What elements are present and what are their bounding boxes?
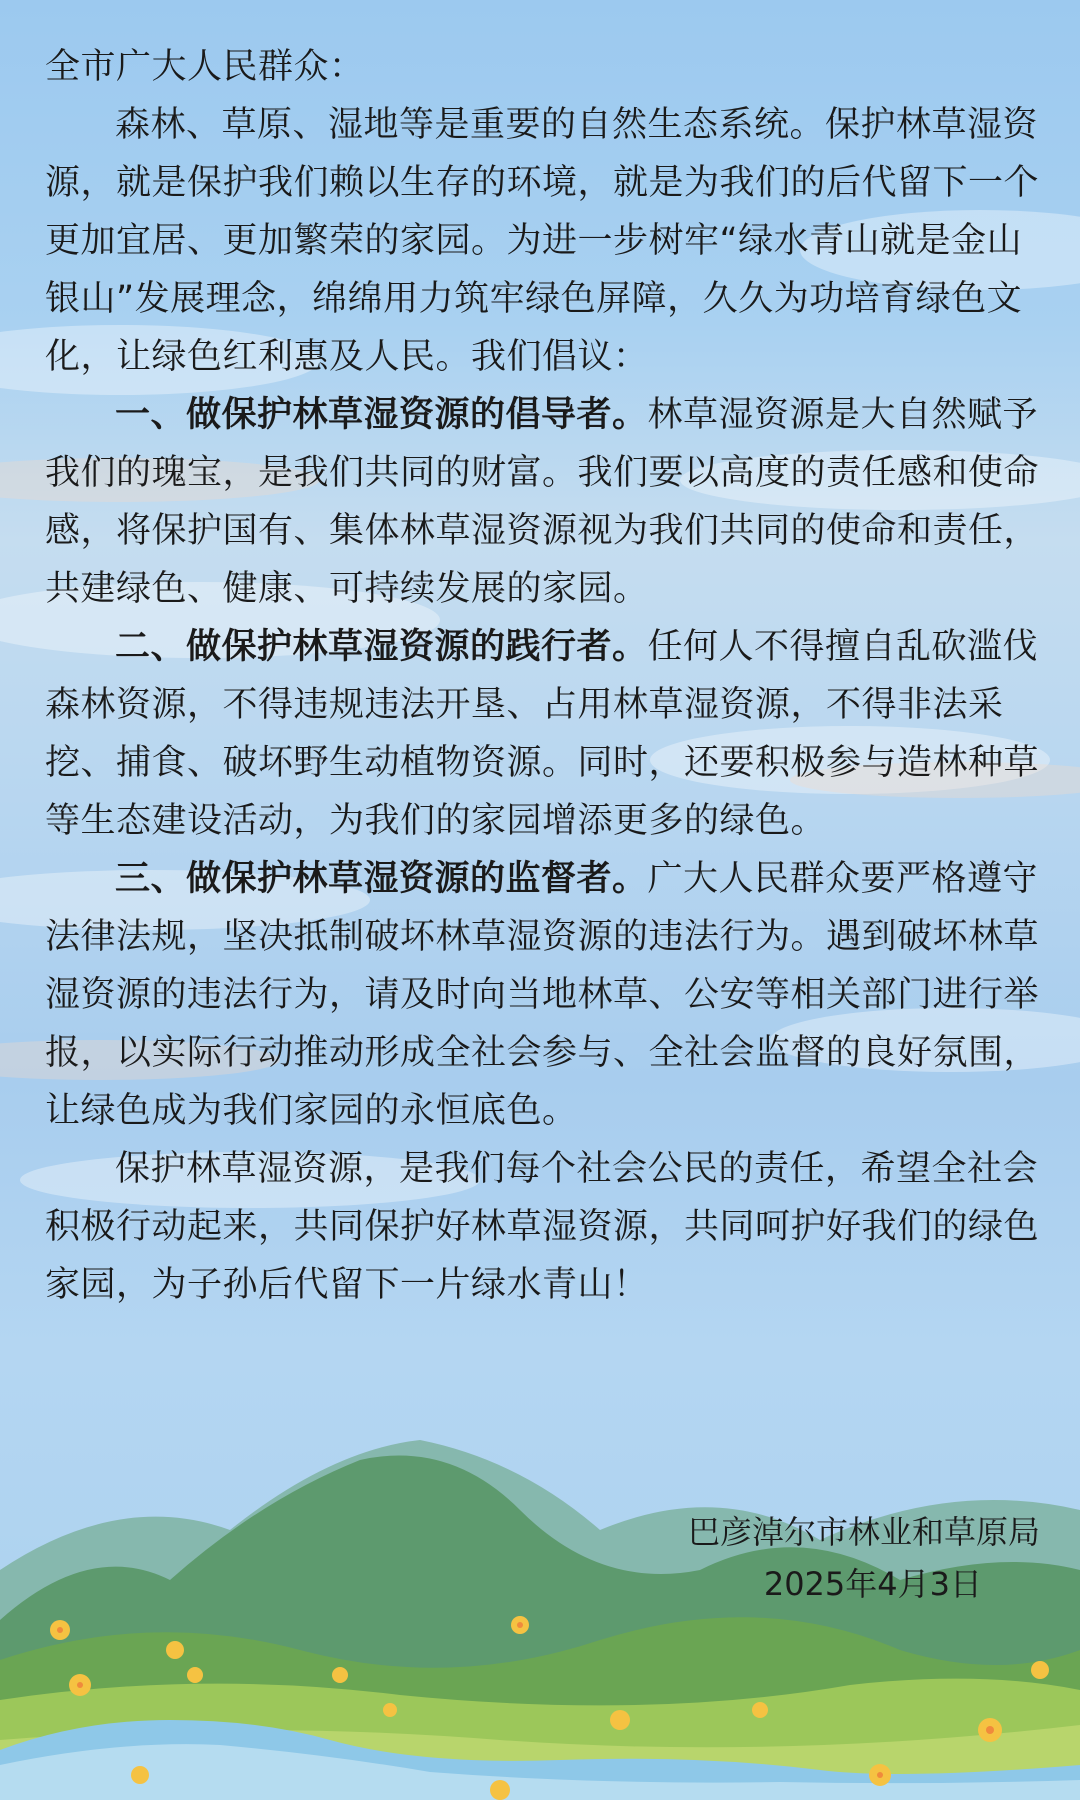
letter-intro: 森林、草原、湿地等是重要的自然生态系统。保护林草湿资源，就是保护我们赖以生存的环境，就是为我们的后代留下一个更加宜居、更加繁荣的家园。为进一步树牢“绿水青山就是金山银山”发展理念，绵绵用力筑牢绿色屏障，久久为功培育绿色文化，让绿色红利惠及人民。我们倡议： xyxy=(45,105,1040,377)
point-2-heading: 二、做保护林草湿资源的践行者。 xyxy=(115,627,648,667)
point-1 xyxy=(45,386,1040,618)
signature-organization: 巴彦淖尔市林业和草原局 xyxy=(687,1513,1040,1551)
point-1-heading: 一、做保护林草湿资源的倡导者。 xyxy=(115,395,648,435)
landscape-illustration xyxy=(0,1420,1080,1800)
point-2 xyxy=(45,618,1040,850)
letter-body xyxy=(45,38,1040,1314)
point-3 xyxy=(45,850,1040,1140)
signature-block xyxy=(688,1506,1040,1610)
point-3-body: 广大人民群众要严格遵守法律法规，坚决抵制破坏林草湿资源的违法行为。遇到破坏林草湿资源的违法行为，请及时向当地林草、公安等相关部门进行举报，以实际行动推动形成全社会参与、全社会监督的良好氛围，让绿色成为我们家园的永恒底色。 xyxy=(45,859,1040,1131)
point-3-heading: 三、做保护林草湿资源的监督者。 xyxy=(115,859,648,899)
letter-closing: 保护林草湿资源，是我们每个社会公民的责任，希望全社会积极行动起来，共同保护好林草湿资源，共同呵护好我们的绿色家园，为子孙后代留下一片绿水青山！ xyxy=(45,1149,1040,1305)
point-1-body: 林草湿资源是大自然赋予我们的瑰宝，是我们共同的财富。我们要以高度的责任感和使命感，将保护国有、集体林草湿资源视为我们共同的使命和责任，共建绿色、健康、可持续发展的家园。 xyxy=(45,395,1040,609)
point-2-body: 任何人不得擅自乱砍滥伐森林资源，不得违规违法开垦、占用林草湿资源，不得非法采挖、捕食、破坏野生动植物资源。同时，还要积极参与造林种草等生态建设活动，为我们的家园增添更多的绿色。 xyxy=(45,627,1040,841)
letter-greeting: 全市广大人民群众： xyxy=(45,47,365,87)
signature-date: 2025年4月3日 xyxy=(763,1565,982,1603)
